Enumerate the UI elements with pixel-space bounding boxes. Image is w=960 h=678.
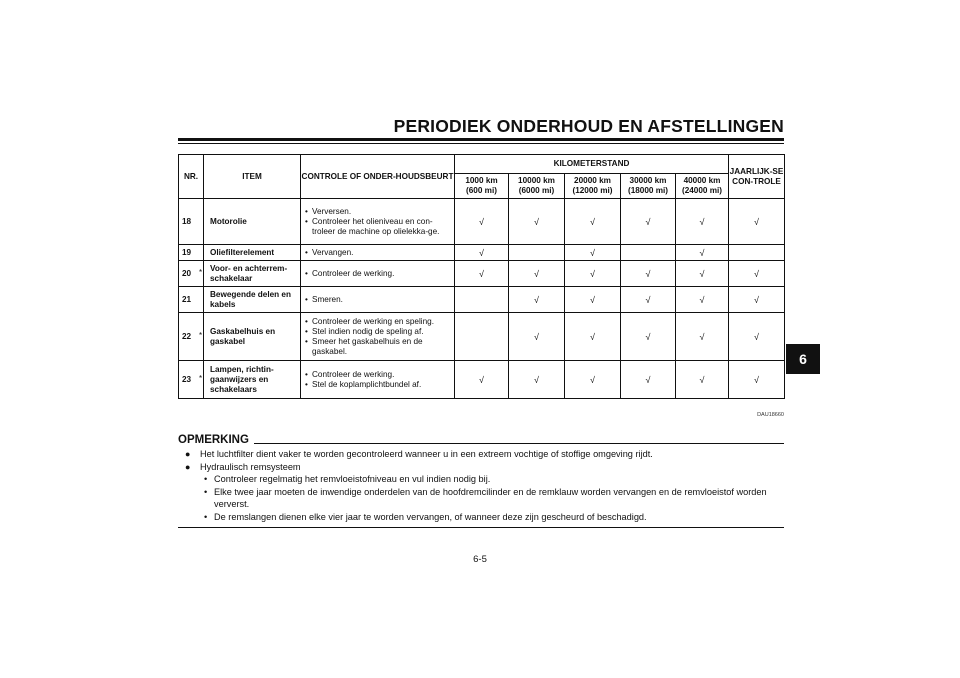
check-mark: √ (729, 313, 785, 361)
header-annual: JAARLIJK-SE CON-TROLE (729, 155, 785, 199)
chapter-tab: 6 (786, 344, 820, 374)
table-row (179, 313, 785, 361)
header-nr: NR. (179, 155, 204, 199)
header-km: 10000 km (6000 mi) (509, 174, 565, 199)
check-mark: √ (565, 199, 621, 245)
page-title: PERIODIEK ONDERHOUD EN AFSTELLINGEN (393, 116, 784, 136)
check-mark: √ (729, 287, 785, 313)
row-number: 19 (179, 245, 204, 261)
check-mark: √ (565, 287, 621, 313)
table-row (179, 261, 785, 287)
check-mark: √ (509, 287, 565, 313)
check-mark: √ (621, 287, 676, 313)
row-item: Lampen, richtin-gaanwijzers en schakelaars (204, 361, 301, 399)
check-mark: √ (455, 361, 509, 399)
check-mark: √ (455, 199, 509, 245)
note-body (178, 448, 784, 524)
check-mark: √ (509, 261, 565, 287)
note-sub-bullet: • De remslangen dienen elke vier jaar te worden vervangen, of wanneer deze zijn gescheurd of beschadigd. (178, 511, 784, 524)
header-check: CONTROLE OF ONDER-HOUDSBEURT (301, 155, 455, 199)
note-heading: OPMERKING (178, 434, 249, 446)
table-row (179, 287, 785, 313)
check-mark (509, 245, 565, 261)
row-item: Oliefilterelement (204, 245, 301, 261)
row-check: • Controleer de werking en speling. • Stel indien nodig de speling af. • Smeer het gaskabelhuis en de gaskabel. (301, 313, 455, 361)
check-mark: √ (509, 361, 565, 399)
check-mark: √ (455, 261, 509, 287)
note-bullet: ● Het luchtfilter dient vaker te worden gecontroleerd wanneer u in een extreem vochtige of stoffige omgeving rijdt. (178, 448, 784, 461)
check-mark: √ (729, 361, 785, 399)
check-mark (455, 287, 509, 313)
check-mark (729, 245, 785, 261)
check-mark: √ (676, 245, 729, 261)
check-mark: √ (565, 245, 621, 261)
note-bullet: ● Hydraulisch remsysteem (178, 461, 784, 474)
row-item: Motorolie (204, 199, 301, 245)
header-km: 20000 km (12000 mi) (565, 174, 621, 199)
row-item: Bewegende delen en kabels (204, 287, 301, 313)
row-item: Voor- en achterrem-schakelaar (204, 261, 301, 287)
row-check: • Vervangen. (301, 245, 455, 261)
row-check: • Controleer de werking. • Stel de koplamplichtbundel af. (301, 361, 455, 399)
note-sub-bullet: • Controleer regelmatig het remvloeistofniveau en vul indien nodig bij. (178, 473, 784, 486)
header-km: 1000 km (600 mi) (455, 174, 509, 199)
row-number: 21 (179, 287, 204, 313)
check-mark: √ (729, 261, 785, 287)
check-mark (455, 313, 509, 361)
document-code: DAU18660 (757, 412, 784, 418)
check-mark (621, 245, 676, 261)
header-km: 40000 km (24000 mi) (676, 174, 729, 199)
title-rule-thin (178, 143, 784, 144)
row-item: Gaskabelhuis en gaskabel (204, 313, 301, 361)
table-row (179, 199, 785, 245)
row-number: 18 (179, 199, 204, 245)
note-bottom-rule (178, 527, 784, 528)
row-check: • Smeren. (301, 287, 455, 313)
title-rule (178, 138, 784, 141)
row-check: • Controleer de werking. (301, 261, 455, 287)
check-mark: √ (729, 199, 785, 245)
check-mark: √ (565, 361, 621, 399)
check-mark: √ (621, 361, 676, 399)
check-mark: √ (676, 361, 729, 399)
check-mark: √ (676, 199, 729, 245)
check-mark: √ (676, 313, 729, 361)
check-mark: √ (455, 245, 509, 261)
check-mark: √ (621, 313, 676, 361)
check-mark: √ (565, 313, 621, 361)
table-row (179, 361, 785, 399)
header-km: 30000 km (18000 mi) (621, 174, 676, 199)
note-heading-rule (254, 443, 784, 444)
maintenance-table (178, 154, 785, 399)
row-number: 20 * (179, 261, 204, 287)
row-number: 22 * (179, 313, 204, 361)
table-row (179, 245, 785, 261)
page-number: 6-5 (473, 554, 487, 565)
check-mark: √ (621, 261, 676, 287)
check-mark: √ (565, 261, 621, 287)
row-number: 23 * (179, 361, 204, 399)
check-mark: √ (676, 287, 729, 313)
check-mark: √ (509, 313, 565, 361)
row-check: • Verversen. • Controleer het olieniveau en con-troleer de machine op olielekka-ge. (301, 199, 455, 245)
note-sub-bullet: • Elke twee jaar moeten de inwendige onderdelen van de hoofdremcilinder en de remklauw worden vervangen en de remvloeistof worden ververst. (178, 486, 784, 511)
header-item: ITEM (204, 155, 301, 199)
check-mark: √ (509, 199, 565, 245)
check-mark: √ (621, 199, 676, 245)
check-mark: √ (676, 261, 729, 287)
header-km-group: KILOMETERSTAND (455, 155, 729, 174)
